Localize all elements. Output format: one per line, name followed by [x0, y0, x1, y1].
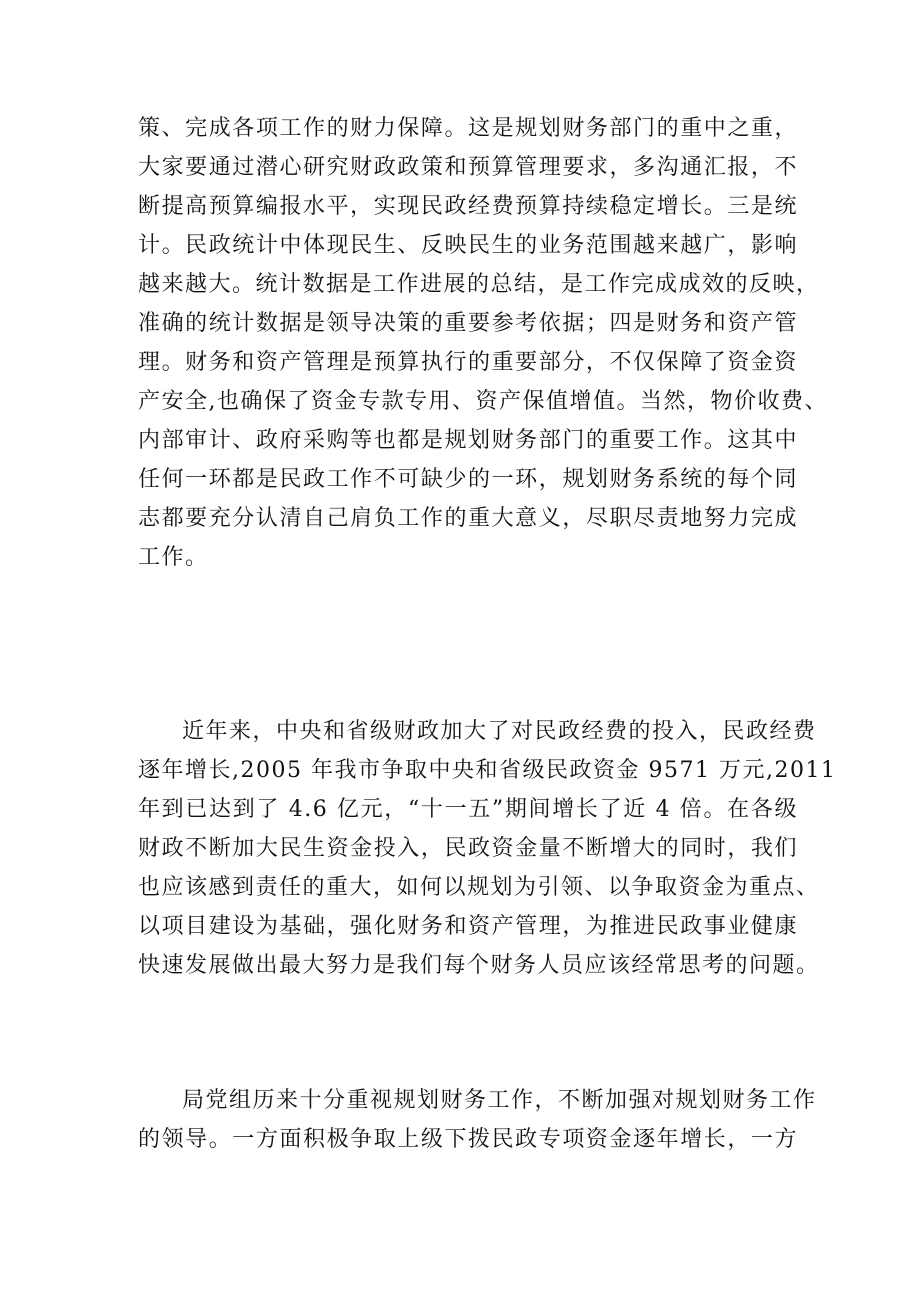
- text-line: 以项目建设为基础，强化财务和资产管理，为推进民政事业健康: [138, 914, 798, 939]
- text-line: 越来越大。统计数据是工作进展的总结，是工作完成成效的反映，: [138, 272, 820, 297]
- text-line: 计。民政统计中体现民生、反映民生的业务范围越来越广，影响: [138, 233, 798, 258]
- text-line: 准确的统计数据是领导决策的重要参考依据；四是财务和资产管: [138, 311, 798, 336]
- text-line: 也应该感到责任的重大，如何以规划为引领、以争取资金为重点、: [138, 875, 820, 900]
- text-line: 年到已达到了 4.6 亿元，“十一五”期间增长了近 4 倍。在各级: [138, 797, 798, 822]
- text-line: 产安全,也确保了资金专款专用、资产保值增值。当然，物价收费、: [138, 389, 828, 414]
- text-line: 近年来，中央和省级财政加大了对民政经费的投入，民政经费: [182, 719, 817, 744]
- text-line: 工作。: [138, 545, 209, 570]
- text-line: 理。财务和资产管理是预算执行的重要部分，不仅保障了资金资: [138, 350, 798, 375]
- text-line: 快速发展做出最大努力是我们每个财务人员应该经常思考的问题。: [138, 953, 820, 978]
- text-line: 的领导。一方面积极争取上级下拨民政专项资金逐年增长，一方: [138, 1127, 798, 1152]
- text-line: 逐年增长,2005 年我市争取中央和省级民政资金 9571 万元,2011: [138, 758, 837, 783]
- text-line: 财政不断加大民生资金投入，民政资金量不断增大的同时，我们: [138, 836, 798, 861]
- text-line: 大家要通过潜心研究财政政策和预算管理要求，多沟通汇报，不: [138, 155, 798, 180]
- text-line: 内部审计、政府采购等也都是规划财务部门的重要工作。这其中: [138, 428, 798, 453]
- paragraph-3: [138, 1081, 817, 1159]
- text-line: 任何一环都是民政工作不可缺少的一环，规划财务系统的每个同: [138, 467, 798, 492]
- text-line: 策、完成各项工作的财力保障。这是规划财务部门的重中之重，: [138, 116, 798, 141]
- text-line: 断提高预算编报水平，实现民政经费预算持续稳定增长。三是统: [138, 194, 798, 219]
- text-line: 局党组历来十分重视规划财务工作，不断加强对规划财务工作: [182, 1088, 817, 1113]
- paragraph-2: [138, 712, 837, 985]
- text-line: 志都要充分认清自己肩负工作的重大意义，尽职尽责地努力完成: [138, 506, 798, 531]
- paragraph-1: [138, 109, 828, 577]
